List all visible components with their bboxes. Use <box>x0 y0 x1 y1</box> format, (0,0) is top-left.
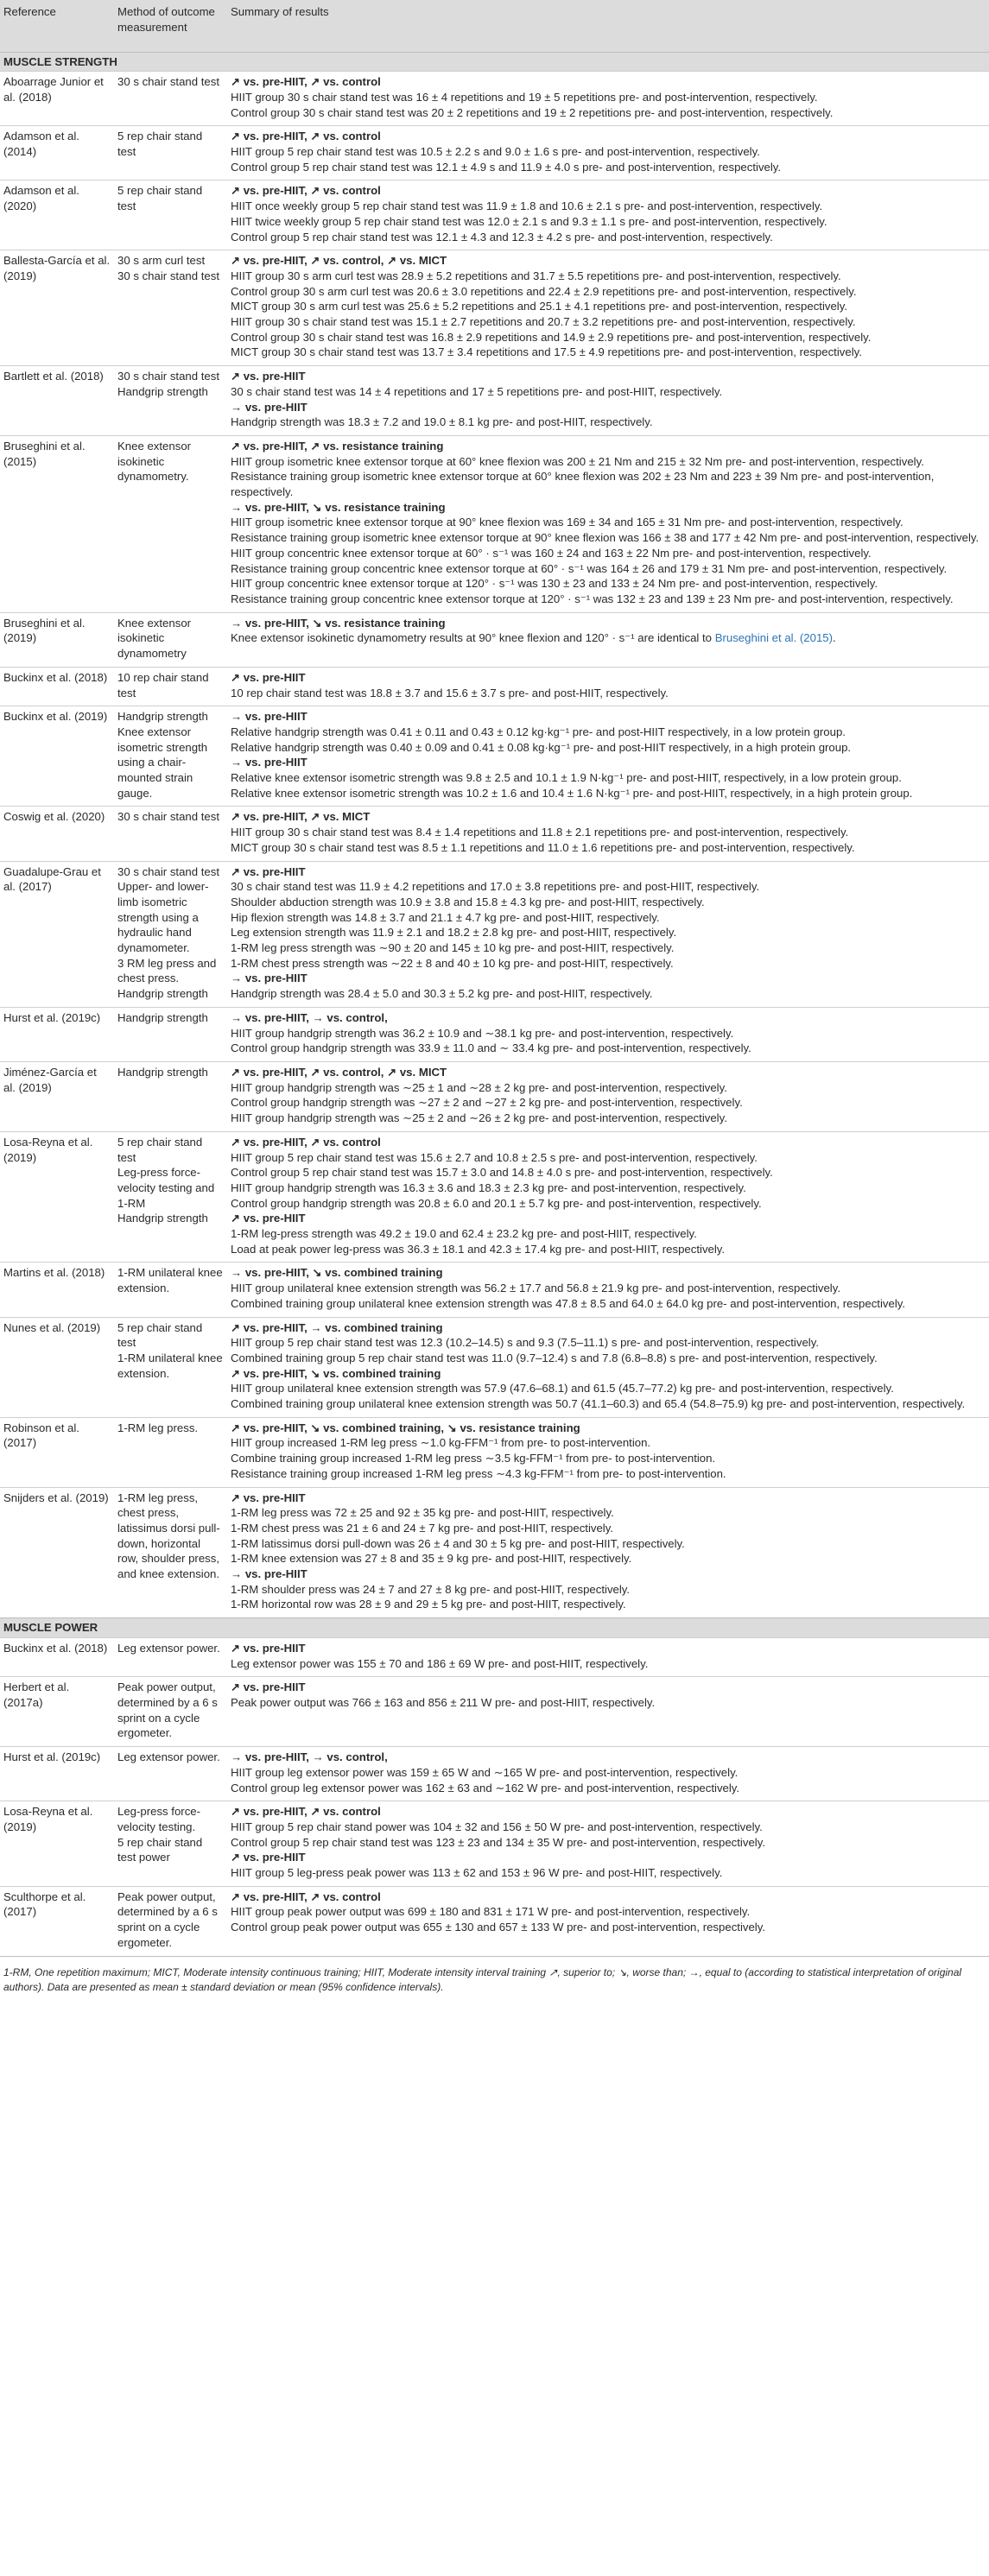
method-line: 5 rep chair stand test <box>117 1320 203 1350</box>
method-cell <box>114 180 227 250</box>
method-line: 3 RM leg press and chest press. <box>117 956 217 985</box>
method-line: Leg-press force-velocity testing and 1-RM <box>117 1166 215 1210</box>
result-line: Control group 30 s chair stand test was 16.8 ± 2.9 repetitions and 14.9 ± 2.9 repetitions pre- and post-intervention, respectively. <box>231 330 872 344</box>
result-line <box>231 630 986 646</box>
method-line: Leg-press force-velocity testing. <box>117 1805 201 1833</box>
result-line: HIIT group handgrip strength was ∼25 ± 1 and ∼28 ± 2 kg pre- and post-intervention, respectively. <box>231 1080 727 1094</box>
table-row <box>0 1747 989 1801</box>
result-line: 1-RM chest press was 21 ± 6 and 24 ± 7 kg pre- and post-HIIT, respectively. <box>231 1521 614 1535</box>
summary-cell <box>227 1263 989 1317</box>
method-cell <box>114 861 227 1007</box>
result-line: HIIT group increased 1-RM leg press ∼1.0 kg-FFM⁻¹ from pre- to post-intervention. <box>231 1436 651 1450</box>
method-line: 1-RM leg press, chest press, latissimus dorsi pull-down, horizontal row, shoulder press, and knee extension. <box>117 1491 220 1581</box>
result-line: Shoulder abduction strength was 10.9 ± 3.8 and 15.8 ± 4.3 kg pre- and post-HIIT, respectively. <box>231 895 705 908</box>
reference-cell: Guadalupe-Grau et al. (2017) <box>0 861 114 1007</box>
table-row <box>0 366 989 436</box>
method-line: Handgrip strength <box>117 384 208 398</box>
result-line: Relative knee extensor isometric strength was 10.2 ± 1.6 and 10.4 ± 1.6 N·kg⁻¹ pre- and post-HIIT, respectively, in a high protein group. <box>231 786 913 800</box>
result-comparison: → vs. pre-HIIT, ↘ vs. resistance training <box>231 500 446 514</box>
result-line: Control group handgrip strength was 33.9 ± 11.0 and ∼ 33.4 kg pre- and post-intervention, respectively. <box>231 1041 751 1055</box>
reference-cell: Coswig et al. (2020) <box>0 807 114 861</box>
result-line: 1-RM leg press strength was ∼90 ± 20 and 145 ± 10 kg pre- and post-HIIT, respectively. <box>231 941 675 955</box>
reference-cell: Aboarrage Junior et al. (2018) <box>0 72 114 126</box>
result-comparison: ↗ vs. pre-HIIT, ↗ vs. control, ↗ vs. MICT <box>231 1065 447 1079</box>
method-line: Handgrip strength <box>117 710 208 724</box>
result-line: HIIT group concentric knee extensor torque at 60° · s⁻¹ was 160 ± 24 and 163 ± 22 Nm pre- and post-intervention, respectively. <box>231 546 872 560</box>
result-line: Control group 5 rep chair stand test was 15.7 ± 3.0 and 14.8 ± 4.0 s pre- and post-intervention, respectively. <box>231 1166 773 1180</box>
summary-cell <box>227 612 989 667</box>
result-line: Control group 30 s chair stand test was 20 ± 2 repetitions and 19 ± 2 repetitions pre- and post-intervention, respectively. <box>231 105 834 119</box>
reference-cell: Sculthorpe et al. (2017) <box>0 1886 114 1955</box>
table-footnote: 1-RM, One repetition maximum; MICT, Moderate intensity continuous training; HIIT, Moderate intensity interval training ↗, superior to; ↘, worse than; →, equal to (according to statistical interpretation of original authors). Data are presented as mean ± standard deviation or mean (95% confidence intervals). <box>0 1956 989 1995</box>
method-line: Handgrip strength <box>117 987 208 1001</box>
result-line: Load at peak power leg-press was 36.3 ± 18.1 and 42.3 ± 17.4 kg pre- and post-HIIT, respectively. <box>231 1242 726 1256</box>
result-line: Resistance training group isometric knee extensor torque at 60° knee flexion was 202 ± 23 Nm and 223 ± 39 Nm pre- and post-intervention, respectively. <box>231 470 935 499</box>
result-line: Control group 30 s arm curl test was 20.6 ± 3.0 repetitions and 22.4 ± 2.9 repetitions pre- and post-intervention, respectively. <box>231 284 857 298</box>
summary-cell <box>227 1131 989 1263</box>
table-row <box>0 612 989 667</box>
method-line: 5 rep chair stand test <box>117 184 203 213</box>
section-title: MUSCLE POWER <box>0 1618 989 1638</box>
table-row <box>0 250 989 366</box>
summary-cell <box>227 1677 989 1747</box>
result-line: Hip flexion strength was 14.8 ± 3.7 and 21.1 ± 4.7 kg pre- and post-HIIT, respectively. <box>231 910 660 924</box>
result-line: HIIT group 5 rep chair stand power was 104 ± 32 and 156 ± 50 W pre- and post-intervention, respectively. <box>231 1820 763 1833</box>
result-line: HIIT group 30 s chair stand test was 15.1 ± 2.7 repetitions and 20.7 ± 3.2 repetitions pre- and post-intervention, respectively. <box>231 315 856 329</box>
table-row <box>0 1061 989 1131</box>
reference-cell: Bartlett et al. (2018) <box>0 366 114 436</box>
method-line: 5 rep chair stand test <box>117 1135 203 1164</box>
reference-cell: Bruseghini et al. (2015) <box>0 435 114 612</box>
result-line: MICT group 30 s arm curl test was 25.6 ± 5.2 repetitions and 25.1 ± 4.1 repetitions pre- and post-intervention, respectively. <box>231 300 848 313</box>
method-line: 30 s chair stand test <box>117 269 220 282</box>
result-line: Resistance training group concentric knee extensor torque at 120° · s⁻¹ was 132 ± 23 and 139 ± 23 Nm pre- and post-intervention, respectively. <box>231 592 954 605</box>
result-text: Knee extensor isokinetic dynamometry results at 90° knee flexion and 120° · s⁻¹ are identical to <box>231 631 715 645</box>
reference-cell: Hurst et al. (2019c) <box>0 1747 114 1801</box>
summary-cell <box>227 180 989 250</box>
summary-cell <box>227 1637 989 1676</box>
result-line: HIIT group handgrip strength was 16.3 ± 3.6 and 18.3 ± 2.3 kg pre- and post-intervention, respectively. <box>231 1180 746 1194</box>
result-line: Control group peak power output was 655 ± 130 and 657 ± 133 W pre- and post-intervention, respectively. <box>231 1921 766 1934</box>
result-line: HIIT group isometric knee extensor torque at 60° knee flexion was 200 ± 21 Nm and 215 ± 32 Nm pre- and post-intervention, respectively. <box>231 454 924 468</box>
header-reference: Reference <box>0 0 114 52</box>
method-line: 30 s chair stand test <box>117 370 220 383</box>
method-line: Peak power output, determined by a 6 s sprint on a cycle ergometer. <box>117 1680 218 1740</box>
summary-cell <box>227 1007 989 1061</box>
method-line: 10 rep chair stand test <box>117 670 209 699</box>
result-line: MICT group 30 s chair stand test was 8.5 ± 1.1 repetitions and 11.0 ± 1.6 repetitions pre- and post-intervention, respectively. <box>231 840 855 854</box>
table-row <box>0 1801 989 1887</box>
result-line: Combined training group 5 rep chair stand test was 11.0 (9.7–12.4) s and 7.8 (6.8–8.8) s pre- and post-intervention, respectively. <box>231 1351 878 1364</box>
method-cell <box>114 1131 227 1263</box>
result-line: Resistance training group concentric knee extensor torque at 60° · s⁻¹ was 164 ± 26 and 179 ± 31 Nm pre- and post-intervention, respectively. <box>231 561 948 575</box>
result-line: 1-RM latissimus dorsi pull-down was 26 ± 4 and 30 ± 5 kg pre- and post-HIIT, respectively. <box>231 1536 685 1550</box>
method-line: 30 s chair stand test <box>117 75 220 89</box>
result-line: 1-RM chest press strength was ∼22 ± 8 and 40 ± 10 kg pre- and post-HIIT, respectively. <box>231 956 674 970</box>
table-row <box>0 1677 989 1747</box>
result-line: Combine training group increased 1-RM leg press ∼3.5 kg-FFM⁻¹ from pre- to post-intervention. <box>231 1452 716 1465</box>
method-line: 30 s chair stand test <box>117 810 220 824</box>
table-row <box>0 126 989 180</box>
result-line: HIIT group 30 s arm curl test was 28.9 ± 5.2 repetitions and 31.7 ± 5.5 repetitions pre- and post-intervention, respectively. <box>231 269 841 282</box>
section-header-row <box>0 52 989 72</box>
result-line: Relative handgrip strength was 0.41 ± 0.11 and 0.43 ± 0.12 kg·kg⁻¹ pre- and post-HIIT respectively, in a low protein group. <box>231 725 846 738</box>
method-cell <box>114 1886 227 1955</box>
table-row <box>0 435 989 612</box>
table-row <box>0 1886 989 1955</box>
reference-cell: Adamson et al. (2020) <box>0 180 114 250</box>
method-cell <box>114 1747 227 1801</box>
summary-cell <box>227 72 989 126</box>
table-row <box>0 1263 989 1317</box>
method-line: Handgrip strength <box>117 1065 208 1079</box>
result-line: HIIT group 5 rep chair stand test was 15.6 ± 2.7 and 10.8 ± 2.5 s pre- and post-intervention, respectively. <box>231 1150 758 1164</box>
result-comparison: ↗ vs. pre-HIIT, ↗ vs. control <box>231 1889 381 1903</box>
result-line: MICT group 30 s chair stand test was 13.7 ± 3.4 repetitions and 17.5 ± 4.9 repetitions pre- and post-intervention, respectively. <box>231 345 862 359</box>
result-line: HIIT group leg extensor power was 159 ± 65 W and ∼165 W pre- and post-intervention, respectively. <box>231 1765 739 1779</box>
section-title: MUSCLE STRENGTH <box>0 52 989 72</box>
result-line: HIIT once weekly group 5 rep chair stand test was 11.9 ± 1.8 and 10.6 ± 2.1 s pre- and post-intervention, respectively. <box>231 199 823 213</box>
reference-cell: Jiménez-García et al. (2019) <box>0 1061 114 1131</box>
result-line: HIIT group 30 s chair stand test was 16 ± 4 repetitions and 19 ± 5 repetitions pre- and post-intervention, respectively. <box>231 90 818 104</box>
table-row <box>0 1417 989 1487</box>
result-comparison: ↗ vs. pre-HIIT, ↗ vs. control <box>231 184 381 198</box>
result-text-after: . <box>833 631 836 645</box>
result-line: 1-RM leg press was 72 ± 25 and 92 ± 35 kg pre- and post-HIIT, respectively. <box>231 1506 614 1520</box>
summary-cell <box>227 250 989 366</box>
result-comparison: → vs. pre-HIIT <box>231 756 307 769</box>
result-line: HIIT group 5 rep chair stand test was 12.3 (10.2–14.5) s and 9.3 (7.5–11.1) s pre- and post-intervention, respectively. <box>231 1336 819 1350</box>
result-comparison: → vs. pre-HIIT, → vs. control, <box>231 1750 388 1764</box>
method-line: 1-RM unilateral knee extension. <box>117 1266 223 1295</box>
reference-cell: Buckinx et al. (2018) <box>0 1637 114 1676</box>
reference-cell: Martins et al. (2018) <box>0 1263 114 1317</box>
result-line: 1-RM shoulder press was 24 ± 7 and 27 ± 8 kg pre- and post-HIIT, respectively. <box>231 1582 631 1596</box>
summary-cell <box>227 1417 989 1487</box>
table-row <box>0 1487 989 1618</box>
method-cell <box>114 1317 227 1417</box>
method-line: Leg extensor power. <box>117 1641 220 1655</box>
summary-cell <box>227 366 989 436</box>
reference-cell: Herbert et al. (2017a) <box>0 1677 114 1747</box>
result-comparison: → vs. pre-HIIT <box>231 400 307 414</box>
result-comparison: ↗ vs. pre-HIIT, ↗ vs. control <box>231 130 381 143</box>
result-line: Handgrip strength was 28.4 ± 5.0 and 30.3 ± 5.2 kg pre- and post-HIIT, respectively. <box>231 987 653 1001</box>
summary-cell <box>227 861 989 1007</box>
method-cell <box>114 706 227 807</box>
summary-cell <box>227 1317 989 1417</box>
summary-cell <box>227 667 989 706</box>
result-line: Control group leg extensor power was 162 ± 63 and ∼162 W pre- and post-intervention, respectively. <box>231 1781 740 1794</box>
result-comparison: ↗ vs. pre-HIIT <box>231 864 306 878</box>
summary-cell <box>227 1061 989 1131</box>
result-comparison: ↗ vs. pre-HIIT <box>231 370 306 383</box>
result-comparison: ↗ vs. pre-HIIT, ↗ vs. resistance training <box>231 439 444 453</box>
reference-cell: Hurst et al. (2019c) <box>0 1007 114 1061</box>
reference-cell: Bruseghini et al. (2019) <box>0 612 114 667</box>
result-comparison: → vs. pre-HIIT <box>231 972 307 985</box>
summary-cell <box>227 807 989 861</box>
table-row <box>0 861 989 1007</box>
reference-cell: Adamson et al. (2014) <box>0 126 114 180</box>
table-row <box>0 72 989 126</box>
method-cell <box>114 250 227 366</box>
result-line: Peak power output was 766 ± 163 and 856 ± 211 W pre- and post-HIIT, respectively. <box>231 1696 656 1709</box>
method-cell <box>114 126 227 180</box>
table-row <box>0 807 989 861</box>
reference-cell: Buckinx et al. (2018) <box>0 667 114 706</box>
table-row <box>0 1317 989 1417</box>
result-comparison: ↗ vs. pre-HIIT <box>231 670 306 684</box>
method-line: 1-RM unilateral knee extension. <box>117 1351 223 1380</box>
result-line: Relative handgrip strength was 0.40 ± 0.09 and 0.41 ± 0.08 kg·kg⁻¹ pre- and post-HIIT respectively, in a high protein group. <box>231 740 852 754</box>
method-cell <box>114 1487 227 1618</box>
section-header-row <box>0 1618 989 1638</box>
result-line: HIIT group handgrip strength was 36.2 ± 10.9 and ∼38.1 kg pre- and post-intervention, respectively. <box>231 1026 734 1040</box>
result-line: Control group handgrip strength was ∼27 ± 2 and ∼27 ± 2 kg pre- and post-intervention, respectively. <box>231 1096 743 1110</box>
result-comparison: ↗ vs. pre-HIIT <box>231 1212 306 1225</box>
result-line: HIIT group 5 leg-press peak power was 113 ± 62 and 153 ± 96 W pre- and post-HIIT, respectively. <box>231 1866 723 1880</box>
result-line: Combined training group unilateral knee extension strength was 47.8 ± 8.5 and 64.0 ± 64.0 kg pre- and post-intervention, respectively. <box>231 1296 906 1310</box>
header-summary: Summary of results <box>227 0 989 52</box>
method-line: 5 rep chair stand test <box>117 130 203 159</box>
citation-link[interactable]: Bruseghini et al. (2015) <box>714 631 834 645</box>
method-line: 1-RM leg press. <box>117 1421 199 1434</box>
method-cell <box>114 435 227 612</box>
result-line: HIIT group unilateral knee extension strength was 57.9 (47.6–68.1) and 61.5 (45.7–77.2) kg pre- and post-intervention, respectively. <box>231 1382 894 1396</box>
table-row <box>0 1131 989 1263</box>
summary-cell <box>227 126 989 180</box>
result-line: Resistance training group isometric knee extensor torque at 90° knee flexion was 166 ± 38 and 177 ± 42 Nm pre- and post-intervention, respectively. <box>231 531 979 545</box>
summary-cell <box>227 435 989 612</box>
reference-cell: Buckinx et al. (2019) <box>0 706 114 807</box>
result-comparison: → vs. pre-HIIT, ↘ vs. combined training <box>231 1266 443 1280</box>
summary-cell <box>227 1886 989 1955</box>
table-body <box>0 52 989 1956</box>
table-row <box>0 667 989 706</box>
reference-cell: Snijders et al. (2019) <box>0 1487 114 1618</box>
method-cell <box>114 612 227 667</box>
result-comparison: ↗ vs. pre-HIIT <box>231 1491 306 1504</box>
result-line: HIIT twice weekly group 5 rep chair stand test was 12.0 ± 2.1 s and 9.3 ± 1.1 s pre- and post-intervention, respectively. <box>231 214 827 228</box>
method-line: Knee extensor isokinetic dynamometry <box>117 616 192 661</box>
result-line: Leg extensor power was 155 ± 70 and 186 ± 69 W pre- and post-HIIT, respectively. <box>231 1656 649 1670</box>
method-line: Leg extensor power. <box>117 1750 220 1764</box>
result-comparison: ↗ vs. pre-HIIT <box>231 1641 306 1655</box>
result-line: 30 s chair stand test was 11.9 ± 4.2 repetitions and 17.0 ± 3.8 repetitions pre- and post-HIIT, respectively. <box>231 880 760 894</box>
method-line: 5 rep chair stand test power <box>117 1835 203 1864</box>
table-row <box>0 1637 989 1676</box>
result-line: 1-RM leg-press strength was 49.2 ± 19.0 and 62.4 ± 23.2 kg pre- and post-HIIT, respectively. <box>231 1227 697 1241</box>
method-line: Knee extensor isokinetic dynamometry. <box>117 439 192 484</box>
table-header <box>0 0 989 52</box>
result-comparison: → vs. pre-HIIT <box>231 1567 307 1581</box>
result-comparison: ↗ vs. pre-HIIT, ↗ vs. MICT <box>231 810 371 824</box>
result-comparison: → vs. pre-HIIT, → vs. control, <box>231 1010 388 1024</box>
reference-cell: Losa-Reyna et al. (2019) <box>0 1801 114 1887</box>
summary-cell <box>227 1801 989 1887</box>
method-cell <box>114 1801 227 1887</box>
method-line: 30 s chair stand test <box>117 864 220 878</box>
summary-cell <box>227 706 989 807</box>
method-cell <box>114 1677 227 1747</box>
result-comparison: ↗ vs. pre-HIIT <box>231 1680 306 1694</box>
result-comparison: → vs. pre-HIIT, ↘ vs. resistance training <box>231 616 446 630</box>
result-comparison: → vs. pre-HIIT <box>231 710 307 724</box>
summary-cell <box>227 1487 989 1618</box>
summary-cell <box>227 1747 989 1801</box>
reference-cell: Ballesta-García et al. (2019) <box>0 250 114 366</box>
reference-cell: Nunes et al. (2019) <box>0 1317 114 1417</box>
method-line: Upper- and lower-limb isometric strength using a hydraulic hand dynamometer. <box>117 880 209 955</box>
result-line: 1-RM horizontal row was 28 ± 9 and 29 ± 5 kg pre- and post-HIIT, respectively. <box>231 1598 626 1611</box>
result-comparison: ↗ vs. pre-HIIT, ↗ vs. control <box>231 75 381 89</box>
reference-cell: Robinson et al. (2017) <box>0 1417 114 1487</box>
result-line: Control group handgrip strength was 20.8 ± 6.0 and 20.1 ± 5.7 kg pre- and post-intervention, respectively. <box>231 1196 762 1210</box>
result-comparison: ↗ vs. pre-HIIT, ↗ vs. control <box>231 1805 381 1819</box>
method-line: Knee extensor isometric strength using a chair-mounted strain gauge. <box>117 725 208 800</box>
result-comparison: ↗ vs. pre-HIIT, ↗ vs. control <box>231 1135 381 1149</box>
method-cell <box>114 1007 227 1061</box>
reference-cell: Losa-Reyna et al. (2019) <box>0 1131 114 1263</box>
method-line: 30 s arm curl test <box>117 254 206 268</box>
header-method: Method of outcome measurement <box>114 0 227 52</box>
method-line: Handgrip strength <box>117 1212 208 1225</box>
result-line: 30 s chair stand test was 14 ± 4 repetitions and 17 ± 5 repetitions pre- and post-HIIT, respectively. <box>231 384 723 398</box>
table-row <box>0 1007 989 1061</box>
result-line: Handgrip strength was 18.3 ± 7.2 and 19.0 ± 8.1 kg pre- and post-HIIT, respectively. <box>231 415 653 429</box>
result-line: Relative knee extensor isometric strength was 9.8 ± 2.5 and 10.1 ± 1.9 N·kg⁻¹ pre- and post-HIIT, respectively, in a low protein group. <box>231 771 902 785</box>
result-line: HIIT group 30 s chair stand test was 8.4 ± 1.4 repetitions and 11.8 ± 2.1 repetitions pre- and post-intervention, respectively. <box>231 826 849 839</box>
method-line: Handgrip strength <box>117 1010 208 1024</box>
result-line: Combined training group unilateral knee extension strength was 50.7 (41.1–60.3) and 65.4 (54.8–75.9) kg pre- and post-intervention, respectively. <box>231 1397 966 1411</box>
result-line: HIIT group 5 rep chair stand test was 10.5 ± 2.2 s and 9.0 ± 1.6 s pre- and post-intervention, respectively. <box>231 145 760 159</box>
result-line: Control group 5 rep chair stand test was 12.1 ± 4.9 s and 11.9 ± 4.0 s pre- and post-intervention, respectively. <box>231 160 782 174</box>
result-comparison: ↗ vs. pre-HIIT, ↘ vs. combined training <box>231 1366 441 1380</box>
result-comparison: ↗ vs. pre-HIIT, → vs. combined training <box>231 1320 443 1334</box>
table-row <box>0 180 989 250</box>
table-row <box>0 706 989 807</box>
method-cell <box>114 1417 227 1487</box>
method-cell <box>114 1263 227 1317</box>
result-comparison: ↗ vs. pre-HIIT <box>231 1851 306 1864</box>
method-cell <box>114 807 227 861</box>
result-comparison: ↗ vs. pre-HIIT, ↘ vs. combined training, ↘ vs. resistance training <box>231 1421 580 1434</box>
method-cell <box>114 366 227 436</box>
method-cell <box>114 667 227 706</box>
result-line: Control group 5 rep chair stand test was 123 ± 23 and 134 ± 35 W pre- and post-intervention, respectively. <box>231 1835 765 1849</box>
result-line: HIIT group concentric knee extensor torque at 120° · s⁻¹ was 130 ± 23 and 133 ± 24 Nm pre- and post-intervention, respectively. <box>231 577 878 591</box>
result-line: Leg extension strength was 11.9 ± 2.1 and 18.2 ± 2.8 kg pre- and post-HIIT, respectively. <box>231 926 677 940</box>
result-line: HIIT group peak power output was 699 ± 180 and 831 ± 171 W pre- and post-intervention, respectively. <box>231 1905 751 1919</box>
result-line: Control group 5 rep chair stand test was 12.1 ± 4.3 and 12.3 ± 4.2 s pre- and post-intervention, respectively. <box>231 230 773 244</box>
method-cell <box>114 1061 227 1131</box>
result-line: HIIT group handgrip strength was ∼25 ± 2 and ∼26 ± 2 kg pre- and post-intervention, respectively. <box>231 1111 727 1125</box>
result-comparison: ↗ vs. pre-HIIT, ↗ vs. control, ↗ vs. MICT <box>231 254 447 268</box>
result-line: HIIT group unilateral knee extension strength was 56.2 ± 17.7 and 56.8 ± 21.9 kg pre- and post-intervention, respectively. <box>231 1282 841 1295</box>
method-cell <box>114 72 227 126</box>
method-line: Peak power output, determined by a 6 s sprint on a cycle ergometer. <box>117 1889 218 1949</box>
result-line: 10 rep chair stand test was 18.8 ± 3.7 and 15.6 ± 3.7 s pre- and post-HIIT, respectively. <box>231 686 669 699</box>
result-line: Resistance training group increased 1-RM leg press ∼4.3 kg-FFM⁻¹ from pre- to post-intervention. <box>231 1466 726 1480</box>
method-cell <box>114 1637 227 1676</box>
result-line: HIIT group isometric knee extensor torque at 90° knee flexion was 169 ± 34 and 165 ± 31 Nm pre- and post-intervention, respectively. <box>231 516 903 529</box>
result-line: 1-RM knee extension was 27 ± 8 and 35 ± 9 kg pre- and post-HIIT, respectively. <box>231 1552 632 1566</box>
